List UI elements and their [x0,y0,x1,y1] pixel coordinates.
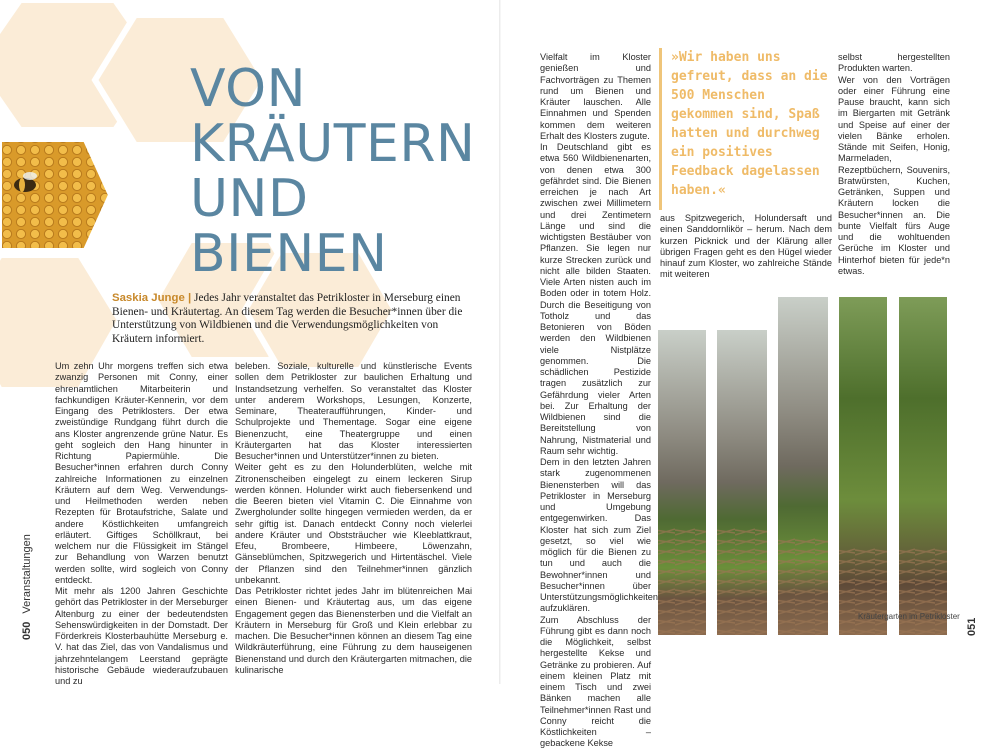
paragraph: Wer von den Vorträgen oder einer Führung eine Pause braucht, kann sich im Biergarten mit Getränk und Speise auf einer der vielen Bänke erholen. Stände mit Seifen, Honig, Marmeladen, Rezeptbüchern, Souvenirs, Bratwürsten, Kuchen, Getränken, Suppen und Kräutern locken die Besucher*innen an. Die bunte Vielfalt fürs Auge und die wohltuenden Gerüche im Kloster und Hinterhof bieten für jede*n etwas. [838,74,950,276]
paragraph: Weiter geht es zu den Holunderblüten, welche mit Zitronenscheiben eingelegt zu einem leckeren Sirup werden können. Holunder wirkt auch fiebersenkend und die Beeren bieten viel Vitamin C. Die Einnahme von Zwergholunder sollte hingegen vermieden werden, da er sehr giftig ist. Danach entdeckt Conny noch vielerlei andere Kräuter und Obststräucher wie Kleeblattkraut, Efeu, Brombeere, Himbeere, Löwenzahn, Gänseblümchen, Spitzwegerich und Hirtentäschel. Viele der Pflanzen sind den Teilnehmer*innen gänzlich unbekannt. [235,462,472,585]
paragraph: Mit mehr als 1200 Jahren Geschichte gehört das Petrikloster in der Merseburger Altenburg zu einer der bedeutendsten Sehenswürdigkeiten in der Domstadt. Der Förderkreis Klosterbauhütte Merseburg e. V. hat das Ziel, das von Vandalismus und jahrzehntelangem Leerstand geprägte historische Gebäude wiederaufzubauen und zu [55,586,228,686]
lead-paragraph [112,292,470,346]
author-name: Saskia Junge | [112,292,192,304]
paragraph: beleben. Soziale, kulturelle und künstlerische Events sollen dem Petrikloster zur baulichen Erhaltung und Instandsetzung verhelfen. So veranstaltet das Kloster unter anderem Workshops, Lesungen, Konzerte, Seminare, Theateraufführungen, Kinder- und Schulprojekte und Thementage. Sogar eine eigene Bienenzucht, eine Theatergruppe und einen Kräutergarten hat das Kloster interessierten Besucher*innen und Unterstützer*innen zu bieten. [235,361,472,461]
text-column-1 [55,361,228,686]
photo-caption: Kräutergarten im Petrikloster [858,612,960,621]
article-title [190,59,476,284]
page-number: 050 [21,621,33,640]
text-column-4 [660,213,832,278]
title-line: UND [190,169,309,229]
lead-text: Jedes Jahr veranstaltet das Petrikloster in Merseburg einen Bienen- und Kräutertag. An diesem Tag werden die Besucher*innen über die Unterstützung von Wildbienen und die Verwendungsmöglichkeiten von Kräutern informiert. [112,292,463,345]
section-name: Veranstaltungen [21,534,33,614]
text-column-3 [540,52,658,749]
page-footer-left [21,534,33,640]
page-left [0,0,500,684]
paragraph: Das Petrikloster richtet jedes Jahr im blütenreichen Mai einen Bienen- und Kräutertag aus, um das eigene Engagement gegen das Bienensterben und die Vielfalt an Kräutern in Merseburg für Groß und Klein erlebbar zu machen. Die Besucher*innen können an diesem Tag eine Wildkräuterführung, eine Führung zu dem hauseigenen Bienenstand und durch den Kräutergarten mitmachen, die kulinarische [235,586,472,675]
garden-photo-strips [655,297,955,637]
pull-quote-text: »Wir haben uns gefreut, dass an die 500 Menschen gekommen sind, Spaß hatten und durchweg ein positives Feedback dagelassen haben.« [671,50,828,198]
text-column-5 [838,52,950,276]
pull-quote [659,48,831,210]
paragraph: Zum Abschluss der Führung gibt es dann noch die Möglichkeit, selbst hergestellte Kekse und Getränke zu probieren. Auf einem kleinen Platz mit einem Tisch und zwei Bänken machen alle Teilnehmer*innen Rast und Conny reicht die Köstlichkeiten – gebackene Kekse [540,614,651,749]
paragraph: Um zehn Uhr morgens treffen sich etwa zwanzig Personen mit Conny, einer ehrenamtlichen Mitarbeiterin und fachkundigen Kräuter-Kennerin, vor dem Eingang des Petriklosters. Der etwa zweistündige Rundgang führt durch die ans Kloster angrenzende grüne Natur. Es geht sogleich den Hang hinunter in Richtung Papiermühle. Die Besucher*innen erfahren durch Conny zahlreiche Informationen zu einzelnen Kräutern auf dem Weg. Verwendungs- und Heilmethoden werden neben Rezepten für Brotaufstriche, Salate und andere Köstlichkeiten umfangreich erläutert. Giftiges Schöllkraut, bei welchem nur die Flüssigkeit im Stängel zur Behandlung von Warzen benutzt werden sollte, wird sogleich von Conny entdeckt. [55,361,228,585]
text-column-2 [235,361,472,675]
honeycomb-photo [0,140,110,250]
paragraph: aus Spitzwegerich, Holundersaft und einen Sanddornlikör – herum. Nach dem kurzen Picknick und der Klärung aller übrigen Fragen geht es den Hügel wieder hinauf zum Kloster, wo zahlreiche Stände mit weiteren [660,213,832,280]
title-line: BIENEN [190,224,388,284]
page-number-right: 051 [966,617,978,636]
title-line: VON [190,59,306,119]
paragraph: selbst hergestellten Produkten warten. [838,52,950,74]
paragraph: Vielfalt im Kloster genießen und Fachvorträgen zu Themen rund um Bienen und Kräuter lauschen. Alle Einnahmen und Spenden kommen dem weiteren Erhalt des Klosters zugute. [540,52,651,141]
paragraph: Dem in den letzten Jahren stark zugenommenen Bienensterben will das Petrikloster in Merseburg und Umgebung entgegenwirken. Das Kloster hat sich zum Ziel gesetzt, so viel wie möglich für die Bienen zu tun und auch die Bewohner*innen und Besucher*innen über Unterstützungsmöglichkeiten aufzuklären. [540,457,658,614]
title-line: KRÄUTERN [190,114,476,174]
paragraph: In Deutschland gibt es etwa 560 Wildbienenarten, von denen etwa 300 gefährdet sind. Die Bienen erreichen je nach Art zwischen zwei Millimetern und drei Zentimetern Länge und sind die wichtigsten Bestäuber von Pflanzen. Sie legen nur kurze Strecken zurück und nicht alle bilden Staaten. Viele Arten nisten auch im Boden oder in totem Holz. Durch die Beseitigung von Totholz und das Betonieren von Böden werden den Wildbienen viele Nistplätze genommen. Die schädlichen Pestizide tragen zusätzlich zur Gefährdung vieler Arten bei. Zur Erhaltung der Wildbienen sind die Bereitstellung von Nahrung, Nistmaterial und Raum sehr wichtig. [540,142,651,456]
